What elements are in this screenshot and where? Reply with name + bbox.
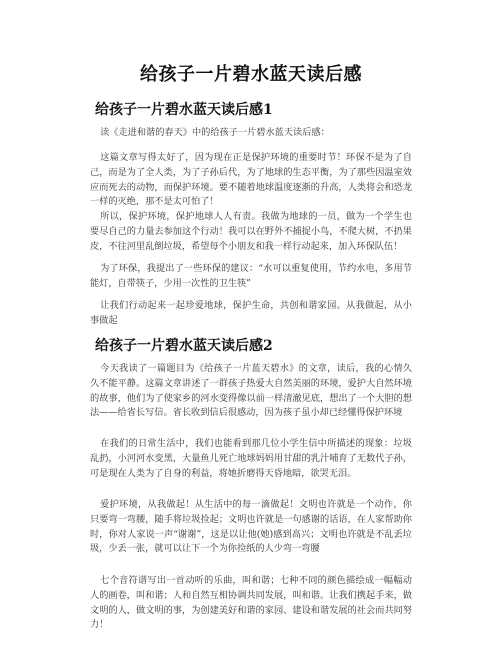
section-heading-1: 给孩子一片碧水蓝天读后感1	[95, 102, 273, 118]
paragraph: 为了环保，我提出了一些环保的建议：“水可以重复使用，节约水电，多用节能灯，自带筷子，少用一次性的卫生筷”	[90, 263, 412, 289]
paragraph: 所以，保护环境，保护地球人人有责。我做为地球的一员，做为一个学生也要尽自己的力量去参加这个行动！我可以在野外不捕捉小鸟，不爬大树，不扔果皮，不往河里乱倒垃圾，希望每个小朋友和我一样行动起来，加入环保队伍！	[90, 211, 412, 252]
paragraph: 这篇文章写得太好了，因为现在正是保护环境的重要时节！环保不是为了自己，而是为了全人类，为了子孙后代，为了地球的生态平衡，为了那些因温室效应而死去的动物，而保护环境。要不随着地球温度逐渐的升高，人类将会和恐龙一样的灭绝，那不是太可怕了！	[90, 152, 412, 208]
document-title: 给孩子一片碧水蓝天读后感	[140, 64, 362, 85]
paragraph: 七个音符谱写出一首动听的乐曲，叫和谐；七种不同的颜色描绘成一幅幅动人的画卷，叫和谐；人和自然互相协调共同发展，叫和谐。让我们携起手来，做文明的人，做文明的事，为创建美好和谐的家园、建设和谐发展的社会而共同努力！	[90, 575, 412, 631]
section-heading-2: 给孩子一片碧水蓝天读后感2	[95, 338, 273, 354]
paragraph: 爱护环境，从我做起！从生活中的每一滴做起！文明也许就是一个动作，你只要弯一弯腰，随手将垃圾捡起；文明也许就是一句感谢的话语，在人家帮助你时，你对人家说一声“谢谢”，这是以让他(她)感到高兴；文明也许就是不乱丢垃圾，少丢一张，就可以让下一个为你捡纸的人少弯一弯腰	[90, 499, 412, 555]
paragraph: 读《走进和谐的春天》中的给孩子一片碧水蓝天读后感：	[100, 127, 330, 138]
paragraph: 在我们的日常生活中，我们也能看到那几位小学生信中所描述的现象：垃圾乱扔，小河河水变黑，大量鱼儿死亡地球妈妈用甘甜的乳汁哺育了无数代子孙，可是现在人类为了自身的利益，将她折磨得天昏地暗，欲哭无泪。	[90, 438, 412, 479]
paragraph: 让我们行动起来一起珍爱地球，保护生命，共创和谐家园。从我做起，从小事做起	[90, 300, 412, 326]
paragraph: 今天我读了一篇题目为《给孩子一片蓝天碧水》的文章，读后，我的心情久久不能平静。这篇文章讲述了一群孩子热爱大自然美丽的环境，爱护大自然环境的故事，他们为了使家乡的河水变得像以前一样清澈见底，想出了一个大胆的想法——给省长写信。省长收到信后很感动，因为孩子虽小却已经懂得保护环境	[90, 363, 412, 419]
